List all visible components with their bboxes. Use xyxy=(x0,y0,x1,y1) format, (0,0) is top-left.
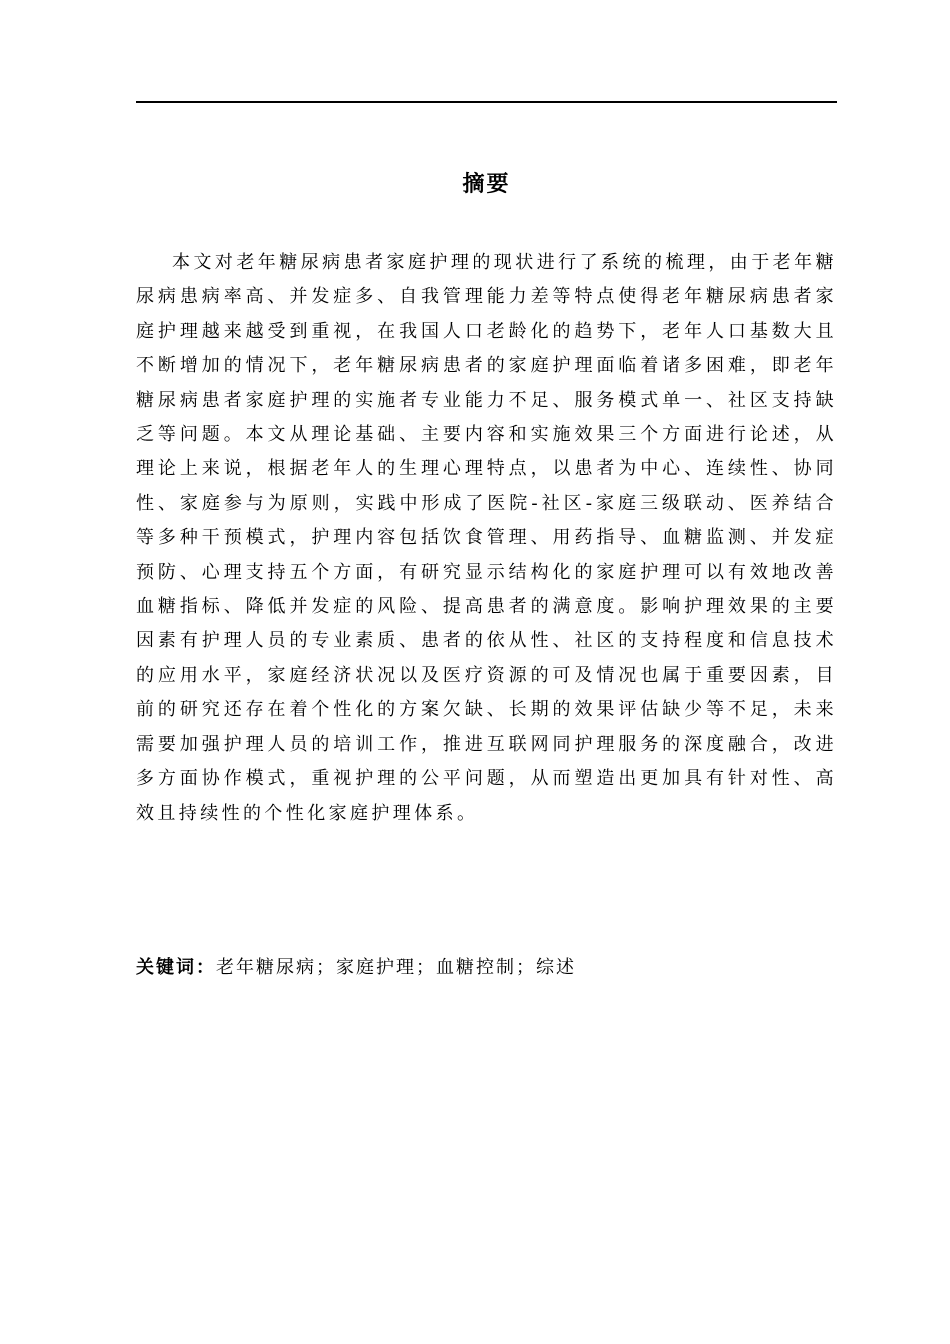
abstract-body: 本文对老年糖尿病患者家庭护理的现状进行了系统的梳理，由于老年糖尿病患病率高、并发症多、自我管理能力差等特点使得老年糖尿病患者家庭护理越来越受到重视，在我国人口老龄化的趋势下，老年人口基数大且不断增加的情况下，老年糖尿病患者的家庭护理面临着诸多困难，即老年糖尿病患者家庭护理的实施者专业能力不足、服务模式单一、社区支持缺乏等问题。本文从理论基础、主要内容和实施效果三个方面进行论述，从理论上来说，根据老年人的生理心理特点，以患者为中心、连续性、协同性、家庭参与为原则，实践中形成了医院-社区-家庭三级联动、医养结合等多种干预模式，护理内容包括饮食管理、用药指导、血糖监测、并发症预防、心理支持五个方面，有研究显示结构化的家庭护理可以有效地改善血糖指标、降低并发症的风险、提高患者的满意度。影响护理效果的主要因素有护理人员的专业素质、患者的依从性、社区的支持程度和信息技术的应用水平，家庭经济状况以及医疗资源的可及情况也属于重要因素，目前的研究还存在着个性化的方案欠缺、长期的效果评估缺少等不足，未来需要加强护理人员的培训工作，推进互联网同护理服务的深度融合，改进多方面协作模式，重视护理的公平问题，从而塑造出更加具有针对性、高效且持续性的个性化家庭护理体系。 xyxy=(136,252,837,824)
keywords-line xyxy=(136,954,837,982)
header-rule xyxy=(136,101,837,103)
keywords-value: 老年糖尿病；家庭护理；血糖控制；综述 xyxy=(216,957,576,978)
page-title: 摘要 xyxy=(462,172,511,197)
keywords-label: 关键词： xyxy=(136,957,216,978)
